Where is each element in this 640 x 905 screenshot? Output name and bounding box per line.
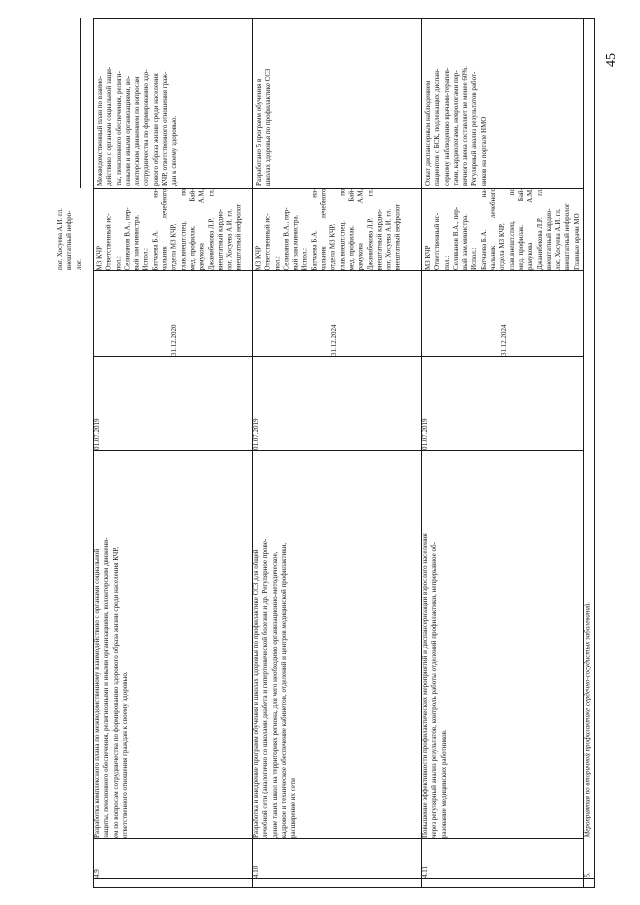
cell-text <box>252 838 266 878</box>
cell-4-10-num <box>252 838 266 878</box>
line: пациентов с БСК, подлежащих диспан- <box>433 68 442 186</box>
line: тами, кардиологами, неврологами пер- <box>451 70 460 186</box>
line: внештатный нефролог <box>234 203 243 270</box>
line: разование медицинских работников. <box>439 729 448 838</box>
cell-top-executor-tail <box>56 188 96 270</box>
line-left: Батчаева Б.А. <box>310 230 319 270</box>
cell-text <box>421 838 435 878</box>
cell-text <box>584 450 595 838</box>
cell-text <box>500 270 514 356</box>
line <box>161 189 170 271</box>
line-left: Батчаева Б.А. <box>479 229 488 270</box>
section-divider <box>93 887 594 888</box>
cell-section-5-title <box>583 450 594 838</box>
line <box>198 189 207 271</box>
cell-text <box>96 20 186 186</box>
cell-4-10-result <box>255 20 285 186</box>
line: ников на портале НМО <box>479 116 488 186</box>
line-left: Джанибекова Л.Р. <box>207 217 216 270</box>
line: внештатный кардио- <box>375 208 384 270</box>
row-divider <box>93 878 594 879</box>
line: Разработка комплексного плана по межведомственному взаимодействию с органами социальной <box>93 548 101 838</box>
line: вичного звена составляет не менее 60%. <box>461 66 470 186</box>
line: Испол.: <box>141 247 150 270</box>
top-row-line <box>80 18 81 188</box>
line <box>188 189 197 271</box>
line: рового образа жизни среди населения <box>151 73 160 186</box>
line: пог. Хосуева А.И. гл. <box>56 208 64 270</box>
line: Ответственный ис- <box>104 213 113 270</box>
line: дан к своему здоровью. <box>170 115 179 186</box>
line: пол.: <box>442 255 451 270</box>
line-right: на- <box>151 188 160 198</box>
line-right: на- <box>310 188 319 198</box>
line: пол.: <box>273 256 282 270</box>
line <box>347 189 356 271</box>
cell-section-5-num <box>583 838 594 878</box>
cell-4-11-activity <box>421 450 461 838</box>
table-border-right <box>594 18 595 888</box>
cell-4-11-start <box>421 356 435 450</box>
cell-4-10-start <box>252 356 266 450</box>
line-right: лечебного <box>160 188 169 219</box>
line <box>179 189 188 271</box>
col-divider-start-end <box>93 356 583 357</box>
line-left: чальник <box>319 246 328 270</box>
cell-text <box>96 189 251 271</box>
cell-text <box>170 270 184 356</box>
line-left: рамукова <box>526 242 535 270</box>
line: Испол.: <box>300 247 309 270</box>
line: вый зам министра. <box>132 214 141 270</box>
row-number: 4.10 <box>252 865 260 878</box>
start-date: 01.07.2019 <box>252 418 260 450</box>
line-left: рамукова <box>197 243 206 270</box>
line: лог, Хосуева А.И. гл. <box>225 208 234 270</box>
line: Ответственный ис- <box>263 213 272 270</box>
cell-4-11-executor <box>424 188 582 270</box>
cell-4-9-end <box>170 270 184 356</box>
line <box>489 188 498 270</box>
cell-text <box>93 356 107 450</box>
col-divider-activity-start <box>93 450 583 451</box>
line-left: Батчаева Б.А. <box>151 230 160 270</box>
line: Разработано 5 программ обучения в <box>255 78 263 186</box>
line-left: чальник <box>489 245 498 270</box>
end-date: 31.12.2020 <box>170 324 178 356</box>
end-date: 31.12.2024 <box>500 324 508 356</box>
line-right: по <box>338 188 347 196</box>
line-right: гл. <box>366 188 375 197</box>
line: внештатный нефролог <box>393 203 402 270</box>
line <box>508 188 517 270</box>
line: МЗ КЧР <box>424 245 432 270</box>
start-date: 01.07.2019 <box>93 418 101 450</box>
line: Селиванов В.А., пер- <box>282 207 291 270</box>
line: Охват диспансерным наблюдением <box>424 80 432 186</box>
table-border-top <box>93 18 594 19</box>
line: Селиванов В.А., пер- <box>123 207 132 270</box>
cell-text <box>421 450 461 838</box>
line <box>310 189 319 271</box>
line-right: на- <box>479 188 488 198</box>
line: КЧР, ответственного отношения граж- <box>161 71 170 186</box>
line: внештатный нефролог <box>563 203 572 270</box>
line-left: Джанибекова Л.Р. <box>535 217 544 270</box>
line: отдела МЗ КЧР, <box>498 223 507 270</box>
start-date: 01.07.2019 <box>421 418 429 450</box>
cell-4-10-end <box>330 270 344 356</box>
cell-4-11-end <box>500 270 514 356</box>
cell-text <box>93 838 107 878</box>
line-right: А.М, <box>197 188 206 204</box>
cell-4-9-num <box>93 838 107 878</box>
line: Разработка и внедрение программ обучения в школах здоровья по профилактике ССЗ для общей <box>252 549 260 838</box>
line: ем по вопросам сотрудничества по формированию здорового образа жизни среди населения КЧР, <box>111 546 120 838</box>
page-number: 45 <box>604 53 619 67</box>
line <box>207 189 216 271</box>
cell-text <box>255 20 285 186</box>
line-left: чальник <box>160 246 169 270</box>
line: защиты, пенсионного обеспечения, религиозными и иными организациями, волонтерским движени- <box>102 537 111 838</box>
line <box>526 188 535 270</box>
cell-4-9-result <box>96 20 186 186</box>
line-left: Джанибекова Л.Р. <box>366 217 375 270</box>
line: ответственного отношения граждан к своему здоровью. <box>120 671 129 838</box>
line: лечебной сети (аналогично со школами диабета и гипертонической болезни и др. Регулярное прове- <box>261 538 270 838</box>
line-right: гл. <box>535 188 544 196</box>
line-left: глав.внешт.спец. <box>179 221 188 270</box>
line: отдела МЗ КЧР, <box>328 223 337 270</box>
line: Регулярный анализ результатов работ- <box>470 71 479 186</box>
col-divider-num-activity <box>93 838 583 839</box>
line: кадровое и техническое обеспечение кабинетов, отделений и центров медицинской профилактики, <box>279 542 288 838</box>
line: Повышение эффективности профилактических мероприятий и диспансеризации взрослого населения <box>421 533 429 838</box>
line-right: А.М, <box>356 188 365 204</box>
line: Испол.: <box>470 247 479 270</box>
cell-4-9-activity <box>93 450 143 838</box>
line-left: мед. профилак. <box>188 225 197 270</box>
cell-text <box>424 188 582 270</box>
line: внештатный кардио- <box>216 208 225 270</box>
cell-4-11-result <box>424 20 496 186</box>
line <box>151 189 160 271</box>
line <box>536 188 545 270</box>
cell-4-10-executor <box>255 188 420 270</box>
cell-text <box>93 450 143 838</box>
line <box>517 188 526 270</box>
cell-4-11-num <box>421 838 435 878</box>
line: серному наблюдению врачами-терапев- <box>442 67 451 186</box>
row-number: 4.9 <box>93 869 101 878</box>
line-right: лечебного <box>489 188 498 219</box>
cell-text <box>252 356 266 450</box>
line: лог. <box>74 259 83 270</box>
line-left: глав.внешт.спец. <box>507 220 516 270</box>
line: лонтерским движением по вопросам <box>133 76 142 186</box>
cell-text <box>56 188 96 270</box>
line-right: А.М, <box>526 188 535 203</box>
line-right: по <box>179 188 188 196</box>
cell-text <box>252 450 310 838</box>
line <box>366 189 375 271</box>
line: через регулярный анализ результатов, контроль работы отделений профилактики, непрерывное об- <box>430 542 439 838</box>
cell-text <box>584 838 595 878</box>
line-left: глав.внешт.спец. <box>338 221 347 270</box>
line: дение таких школ на территориях региона, для чего необходимо организационно-методическое, <box>270 551 279 838</box>
line-right: лечебного <box>319 188 328 219</box>
section-number: 5. <box>583 872 592 878</box>
line-right: Бай- <box>347 188 356 202</box>
line: расширение их сети <box>289 778 298 838</box>
line <box>320 189 329 271</box>
line: внештатный кардио- <box>544 208 553 270</box>
line-right: Бай- <box>516 188 525 202</box>
cell-4-9-start <box>93 356 107 450</box>
line: Ответственный ис- <box>433 212 442 270</box>
line: лог, Хосуева А.И. гл. <box>554 208 563 270</box>
line: школах здоровья по профилактике ССЗ <box>264 68 273 186</box>
cell-text <box>424 20 496 186</box>
line: сотрудничества по формированию здо- <box>142 69 151 186</box>
line <box>338 189 347 271</box>
line-left: мед. профилак. <box>347 225 356 270</box>
line: МЗ КЧР <box>96 246 104 270</box>
line-left: рамукова <box>356 243 365 270</box>
cell-4-9-executor <box>96 188 251 270</box>
cell-text <box>330 270 344 356</box>
line: МЗ КЧР <box>255 246 263 270</box>
line: внештатный нефро- <box>65 210 74 270</box>
line: действию с органами социальной защи- <box>105 66 114 186</box>
line-left: мед. профилак. <box>516 224 525 270</box>
row-number: 4.11 <box>421 866 429 878</box>
line: Главные врачи МО <box>572 213 581 270</box>
line: Межведомственный план по взаимо- <box>96 76 104 186</box>
line: вый зам.министра. <box>461 214 470 270</box>
line: вый зам.министра. <box>291 214 300 270</box>
section-title: Мероприятия по вторичной профилактике сердечно-сосудистых заболеваний. <box>583 601 592 838</box>
cell-text <box>255 189 420 271</box>
line <box>480 188 489 270</box>
line: пол.: <box>114 256 123 270</box>
line <box>357 189 366 271</box>
line-right: гл. <box>207 188 216 197</box>
line: озными и иными организациями, во- <box>123 75 132 186</box>
line-right: по <box>507 188 516 196</box>
line-right: Бай- <box>188 188 197 202</box>
end-date: 31.12.2024 <box>330 324 338 356</box>
cell-text <box>421 356 435 450</box>
line: отдела МЗ КЧР, <box>169 223 178 270</box>
cell-4-10-activity <box>252 450 310 838</box>
line: ты, пенсионного обеспечения, религи- <box>114 71 123 186</box>
line: лог, Хосуева А.И. гл. <box>384 208 393 270</box>
line: Селиванов В.А., пер- <box>451 206 460 270</box>
